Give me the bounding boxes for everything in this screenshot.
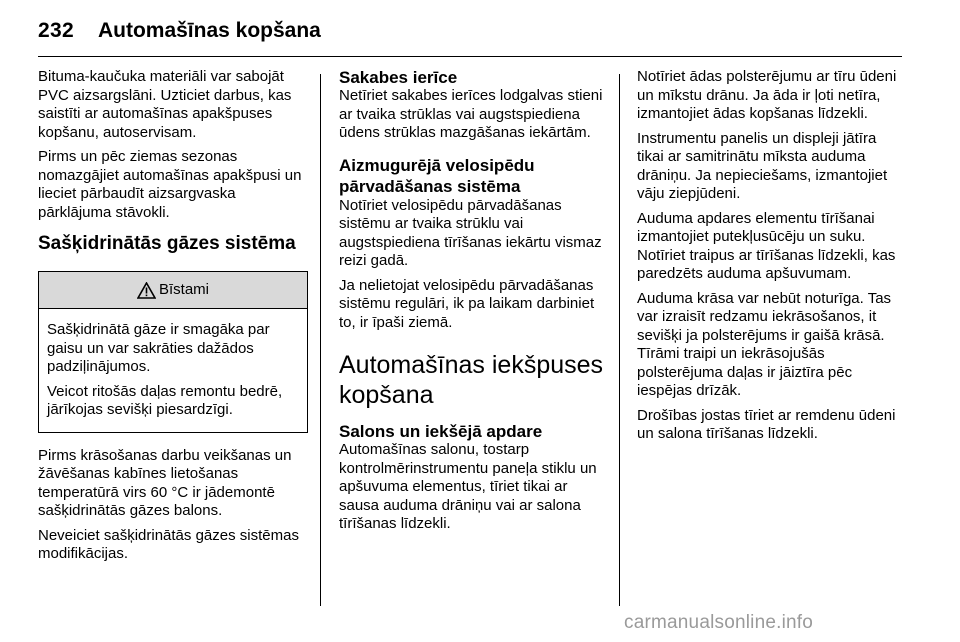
page-title: Automašīnas kopšana xyxy=(97,19,321,42)
paragraph-fabric-color: Auduma krāsa var nebūt noturīga. Tas var izraisīt redzamu iekrāsošanos, it sevišķi ja polsterējums ir gaišā krāsā. Tīrāmi traipi un iekrāsojušās polsterējuma daļas ir jāiztīra pēc iespējas drīzāk. xyxy=(637,289,892,399)
paragraph-winter-wash: Pirms un pēc ziemas sezonas nomazgājiet automašīnas apakšpusi un lieciet pārbaudīt aizsargvaska pārklājuma stāvokli. xyxy=(38,148,302,221)
paragraph-instrument-panel: Instrumentu panelis un displeji jātīra tikai ar samitrinātu mīksta auduma drāniņu. Ja nepieciešams, izmantojiet vāju ziepjūdeni. xyxy=(637,129,888,202)
column-3 xyxy=(637,68,902,450)
paragraph-leather: Notīriet ādas polsterējumu ar tīru ūdeni un mīkstu drānu. Ja āda ir ļoti netīra, izmantojiet ādas kopšanas līdzekli. xyxy=(637,68,897,122)
warning-label: Bīstami xyxy=(158,280,209,298)
paragraph-no-modifications: Neveiciet sašķidrinātās gāzes sistēmas modifikācijas. xyxy=(38,526,299,562)
heading-coupling: Sakabes ierīce xyxy=(339,68,458,87)
heading-bike-carrier: Aizmugurējā velosipēdu pārvadāšanas sistēma xyxy=(339,155,535,196)
paragraph-bitumen: Bituma-kaučuka materiāli var sabojāt PVC aizsargslāni. Uzticiet darbus, kas saistīti ar automašīnas apakšpuses kopšanu, autoservisam. xyxy=(38,68,292,141)
warning-triangle-icon xyxy=(137,282,156,299)
paragraph-salon-trim: Automašīnas salonu, tostarp kontrolmērinstrumentu paneļa stiklu un apšuvuma elementus, tīriet tikai ar sausa auduma drāniņu vai ar salona tīrīšanas līdzekli. xyxy=(339,441,597,532)
column-2 xyxy=(339,68,609,540)
column-1 xyxy=(38,68,308,570)
header-divider xyxy=(38,56,902,57)
paragraph-coupling: Netīriet sakabes ierīces lodgalvas stieni ar tvaika strūklas vai augstspiediena ūdens strūklas mazgāšanas iekārtām. xyxy=(339,87,603,141)
paragraph-fabric-trim: Auduma apdares elementu tīrīšanai izmantojiet putekļusūcēju un suku. Notīriet traipus ar tīrīšanas līdzekli, kas paredzēts auduma apšuvumam. xyxy=(637,209,896,282)
column-divider-1 xyxy=(320,74,321,606)
heading-salon-trim: Salons un iekšējā apdare xyxy=(339,422,543,441)
column-divider-2 xyxy=(619,74,620,606)
paragraph-bike-carrier-1: Notīriet velosipēdu pārvadāšanas sistēmu ar tvaika strūklu vai augstspiediena tīrīšanas iekārtu vismaz reizi gadā. xyxy=(339,196,602,269)
paragraph-painting: Pirms krāsošanas darbu veikšanas un žāvēšanas kabīnes lietošanas temperatūrā virs 60 °C ir jādemontē sašķidrinātās gāzes balons. xyxy=(38,446,292,519)
warning-body xyxy=(39,309,307,432)
page-header xyxy=(38,16,321,46)
warning-box xyxy=(38,271,308,433)
paragraph-seat-belts: Drošības jostas tīriet ar remdenu ūdeni un salona tīrīšanas līdzekli. xyxy=(637,406,896,442)
warning-header xyxy=(39,272,307,309)
heading-interior-care: Automašīnas iekšpuses kopšana xyxy=(339,351,604,409)
warning-paragraph-2: Veicot ritošās daļas remontu bedrē, jārīkojas sevišķi piesardzīgi. xyxy=(47,382,283,418)
heading-lpg-system: Sašķidrinātās gāzes sistēma xyxy=(38,233,296,254)
watermark: carmanualsonline.info xyxy=(624,612,814,633)
warning-paragraph-1: Sašķidrinātā gāze ir smagāka par gaisu un var sakrāties dažādos padziļinājumos. xyxy=(47,321,270,375)
page-number: 232 xyxy=(38,19,74,42)
paragraph-bike-carrier-2: Ja nelietojat velosipēdu pārvadāšanas sistēmu regulāri, ik pa laikam darbiniet to, ir īpaši ziemā. xyxy=(339,276,595,331)
